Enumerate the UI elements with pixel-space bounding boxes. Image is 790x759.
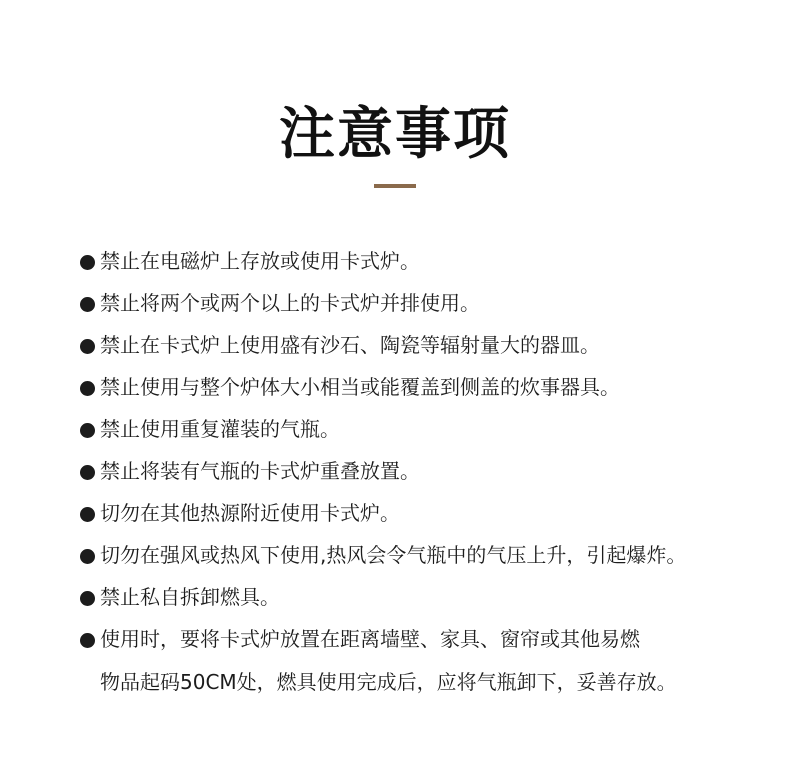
bullet-icon xyxy=(80,339,95,354)
notice-text: 禁止使用重复灌装的气瓶。 xyxy=(100,417,340,441)
notice-text: 禁止将两个或两个以上的卡式炉并排使用。 xyxy=(100,291,480,315)
notice-item xyxy=(80,415,770,443)
notice-item xyxy=(80,289,770,317)
notice-text-line1: 使用时，要将卡式炉放置在距离墙壁、家具、窗帘或其他易燃 xyxy=(100,627,640,651)
bullet-icon xyxy=(80,507,95,522)
bullet-icon xyxy=(80,423,95,438)
notice-text-line2: 物品起码50CM处，燃具使用完成后，应将气瓶卸下，妥善存放。 xyxy=(100,670,677,694)
notice-item xyxy=(80,331,770,359)
notice-text: 切勿在强风或热风下使用,热风会令气瓶中的气压上升，引起爆炸。 xyxy=(100,543,687,567)
bullet-icon xyxy=(80,549,95,564)
bullet-icon xyxy=(80,633,95,648)
notice-item xyxy=(80,373,770,401)
title-underline xyxy=(374,184,416,188)
bullet-icon xyxy=(80,255,95,270)
notice-text: 禁止使用与整个炉体大小相当或能覆盖到侧盖的炊事器具。 xyxy=(100,375,620,399)
notice-text: 禁止将装有气瓶的卡式炉重叠放置。 xyxy=(100,459,420,483)
notice-item xyxy=(80,247,770,275)
notice-item xyxy=(80,541,770,569)
bullet-icon xyxy=(80,591,95,606)
notice-text: 禁止在卡式炉上使用盛有沙石、陶瓷等辐射量大的器皿。 xyxy=(100,333,600,357)
bullet-icon xyxy=(80,465,95,480)
notice-item xyxy=(80,583,770,611)
notice-text: 禁止私自拆卸燃具。 xyxy=(100,585,280,609)
notice-text: 禁止在电磁炉上存放或使用卡式炉。 xyxy=(100,249,420,273)
notice-item xyxy=(80,457,770,485)
notice-item xyxy=(80,625,770,696)
notice-list xyxy=(80,247,770,710)
bullet-icon xyxy=(80,297,95,312)
bullet-icon xyxy=(80,381,95,396)
page-title: 注意事项 xyxy=(279,102,511,167)
notice-item xyxy=(80,499,770,527)
notice-text: 切勿在其他热源附近使用卡式炉。 xyxy=(100,501,400,525)
